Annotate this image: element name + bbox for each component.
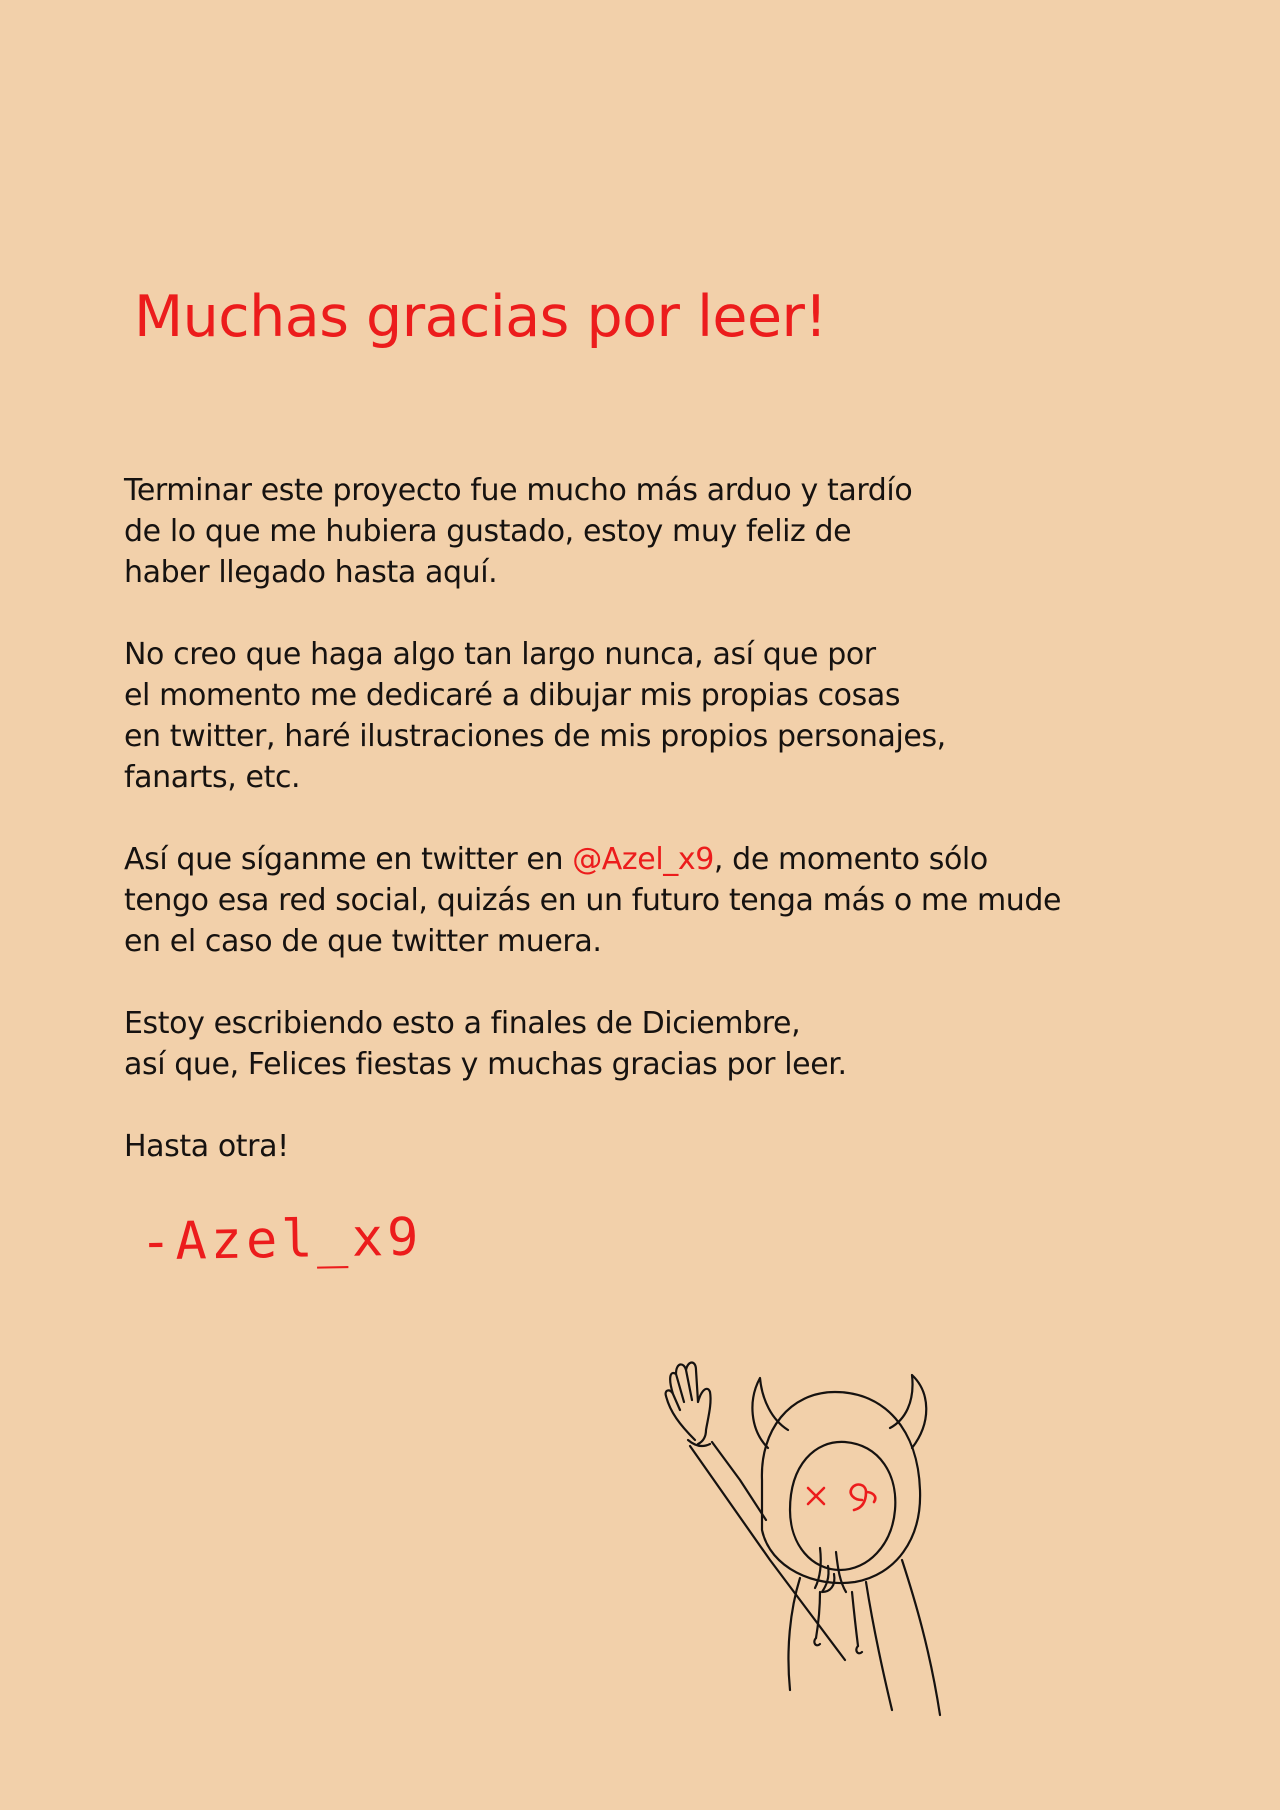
paragraph-4 (124, 1003, 1184, 1085)
paragraph-3 (124, 839, 1184, 962)
paragraph-2 (124, 634, 1184, 798)
text-line: en twitter, haré ilustraciones de mis propios personajes, (124, 719, 946, 754)
text-fragment: Así que síganme en twitter en (124, 842, 573, 877)
letter-body (124, 470, 1184, 1208)
text-line: No creo que haga algo tan largo nunca, así que por (124, 637, 876, 672)
text-line: en el caso de que twitter muera. (124, 924, 602, 959)
text-line: haber llegado hasta aquí. (124, 555, 498, 590)
twitter-handle-link[interactable]: @Azel_x9 (572, 842, 714, 877)
text-line: fanarts, etc. (124, 760, 301, 795)
text-line: el momento me dedicaré a dibujar mis propias cosas (124, 678, 901, 713)
text-line: así que, Felices fiestas y muchas gracias por leer. (124, 1047, 847, 1082)
closing-line: Hasta otra! (124, 1129, 289, 1164)
signature: -Azel_x9 (139, 1207, 423, 1273)
text-line-with-handle (124, 839, 1184, 880)
page-title: Muchas gracias por leer! (134, 284, 827, 350)
waving-devil-character-icon (640, 1330, 1000, 1730)
text-line: Terminar este proyecto fue mucho más arduo y tardío (124, 473, 913, 508)
text-line: de lo que me hubiera gustado, estoy muy feliz de (124, 514, 852, 549)
paragraph-1 (124, 470, 1184, 593)
text-line: tengo esa red social, quizás en un futuro tenga más o me mude (124, 883, 1062, 918)
text-line: Estoy escribiendo esto a finales de Diciembre, (124, 1006, 801, 1041)
text-fragment: , de momento sólo (713, 842, 988, 877)
